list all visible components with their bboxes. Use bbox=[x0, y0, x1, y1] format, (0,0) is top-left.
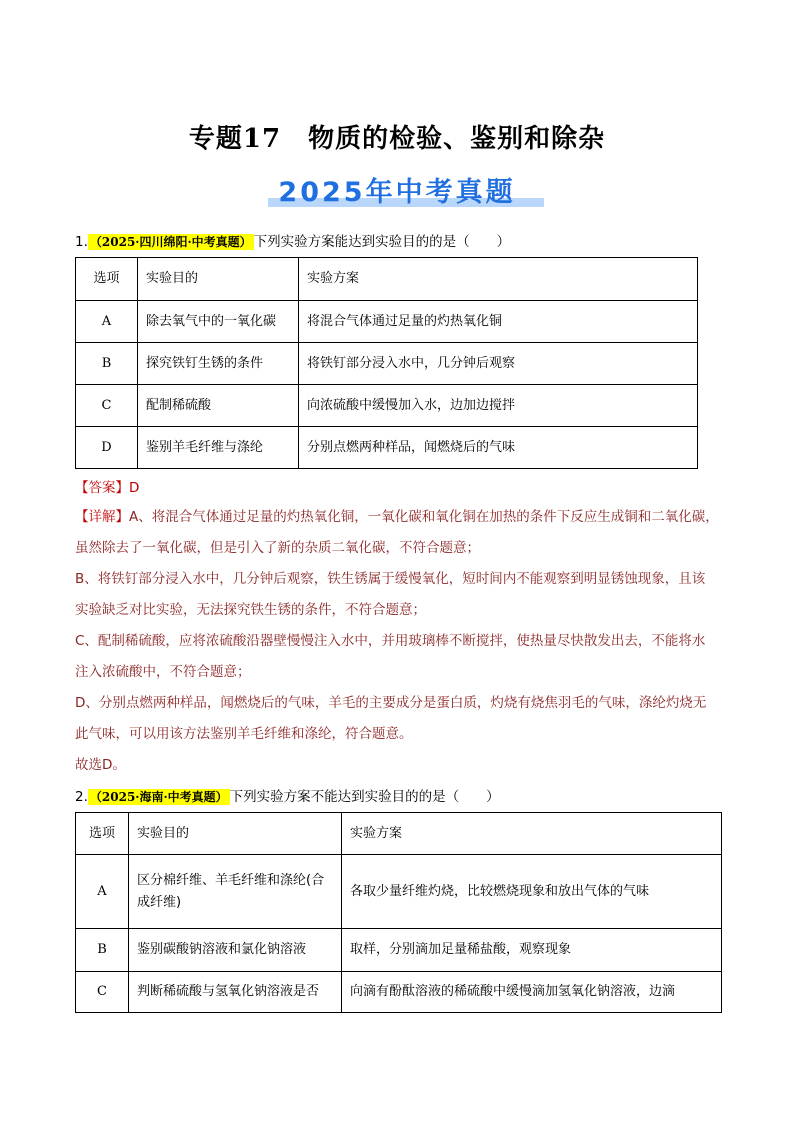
table-row bbox=[76, 343, 698, 385]
explanation-line: 注入浓硫酸中，不符合题意； bbox=[75, 664, 251, 680]
option-cell: B bbox=[76, 343, 138, 385]
option-cell: A bbox=[76, 301, 138, 343]
source-tag: （2025·四川绵阳·中考真题） bbox=[89, 235, 252, 249]
explanation-line: 实验缺乏对比实验，无法探究铁生锈的条件，不符合题意； bbox=[75, 602, 426, 618]
plan-cell: 取样，分别滴加足量稀盐酸，观察现象 bbox=[342, 929, 722, 972]
question-2-table bbox=[75, 812, 722, 1013]
explanation-line: D、分别点燃两种样品，闻燃烧后的气味，羊毛的主要成分是蛋白质，灼烧有烧焦羽毛的气味，涤纶灼烧无 bbox=[75, 695, 707, 711]
goal-cell: 鉴别碳酸钠溶液和氯化钠溶液 bbox=[129, 929, 342, 972]
table-row bbox=[76, 427, 698, 469]
goal-cell: 判断稀硫酸与氢氧化钠溶液是否 bbox=[129, 972, 342, 1013]
table-header-row bbox=[76, 258, 698, 301]
option-cell: C bbox=[76, 385, 138, 427]
table-header-cell: 选项 bbox=[76, 813, 129, 855]
goal-cell: 鉴别羊毛纤维与涤纶 bbox=[138, 427, 299, 469]
goal-cell: 配制稀硫酸 bbox=[138, 385, 299, 427]
plan-cell: 向浓硫酸中缓慢加入水，边加边搅拌 bbox=[299, 385, 698, 427]
page-title: 专题17 物质的检验、鉴别和除杂 bbox=[188, 124, 606, 154]
plan-cell: 将铁钉部分浸入水中，几分钟后观察 bbox=[299, 343, 698, 385]
table-row bbox=[76, 929, 722, 972]
option-cell: A bbox=[76, 855, 129, 929]
table-row bbox=[76, 385, 698, 427]
question-text: 下列实验方案能达到实验目的的是（ ） bbox=[253, 234, 511, 250]
plan-cell: 将混合气体通过足量的灼热氧化铜 bbox=[299, 301, 698, 343]
plan-cell: 各取少量纤维灼烧，比较燃烧现象和放出气体的气味 bbox=[342, 855, 722, 929]
table-header-cell: 选项 bbox=[76, 258, 138, 301]
answer-value: D bbox=[129, 480, 140, 496]
explanation-line: C、配制稀硫酸，应将浓硫酸沿器壁慢慢注入水中，并用玻璃棒不断搅拌，使热量尽快散发出去，不能将水 bbox=[75, 633, 706, 649]
table-row bbox=[76, 972, 722, 1013]
question-text: 下列实验方案不能达到实验目的的是（ ） bbox=[229, 789, 500, 805]
question-number: 2. bbox=[75, 789, 88, 805]
option-cell: B bbox=[76, 929, 129, 972]
answer-label: 【答案】 bbox=[75, 480, 129, 496]
question-2-stem bbox=[75, 787, 500, 807]
explanation-line: 虽然除去了一氧化碳，但是引入了新的杂质二氧化碳，不符合题意； bbox=[75, 540, 480, 556]
section-banner: 2025年中考真题 bbox=[278, 177, 516, 208]
table-row bbox=[76, 301, 698, 343]
option-cell: C bbox=[76, 972, 129, 1013]
table-header-cell: 实验方案 bbox=[299, 258, 698, 301]
table-header-cell: 实验目的 bbox=[129, 813, 342, 855]
table-header-row bbox=[76, 813, 722, 855]
explanation-line: B、将铁钉部分浸入水中，几分钟后观察，铁生锈属于缓慢氧化，短时间内不能观察到明显锈蚀现象，且该 bbox=[75, 571, 706, 587]
detail-label: 【详解】 bbox=[75, 509, 129, 525]
explanation bbox=[75, 502, 725, 781]
option-cell: D bbox=[76, 427, 138, 469]
goal-cell: 区分棉纤维、羊毛纤维和涤纶(合 成纤维) bbox=[129, 855, 342, 929]
goal-cell: 探究铁钉生锈的条件 bbox=[138, 343, 299, 385]
explanation-line: 【详解】A、将混合气体通过足量的灼热氧化铜，一氧化碳和氧化铜在加热的条件下反应生成铜和二氧化碳， bbox=[75, 509, 719, 525]
answer-line bbox=[75, 476, 139, 496]
question-number: 1. bbox=[75, 234, 88, 250]
question-1-table bbox=[75, 257, 698, 469]
table-row bbox=[76, 855, 722, 929]
table-header-cell: 实验目的 bbox=[138, 258, 299, 301]
question-1-stem bbox=[75, 232, 510, 252]
goal-cell: 除去氧气中的一氧化碳 bbox=[138, 301, 299, 343]
plan-cell: 向滴有酚酞溶液的稀硫酸中缓慢滴加氢氧化钠溶液，边滴 bbox=[342, 972, 722, 1013]
explanation-line: 故选D。 bbox=[75, 757, 126, 773]
plan-cell: 分别点燃两种样品，闻燃烧后的气味 bbox=[299, 427, 698, 469]
table-header-cell: 实验方案 bbox=[342, 813, 722, 855]
source-tag: （2025·海南·中考真题） bbox=[89, 790, 228, 804]
explanation-line: 此气味，可以用该方法鉴别羊毛纤维和涤纶，符合题意。 bbox=[75, 726, 413, 742]
